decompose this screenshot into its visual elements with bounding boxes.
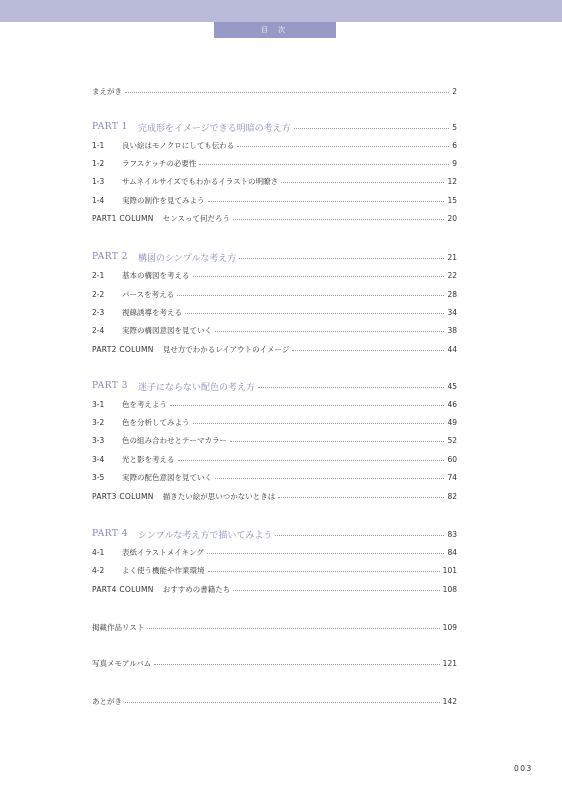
entry-title: 実際の配色意図を見ていく [122, 472, 212, 482]
entry-title: シンプルな考え方で描いてみよう [137, 530, 273, 541]
page-ref: 9 [452, 158, 457, 168]
dot-leader [233, 219, 444, 220]
entry-title: 見せ方でわかるレイアウトのイメージ [162, 344, 290, 354]
entry-title: 実際の制作を見てみよう [122, 195, 205, 205]
entry-title: 色の組み合わせとテーマカラー [122, 435, 227, 445]
dot-leader [147, 628, 439, 629]
toc-entry-part[interactable] [92, 250, 457, 264]
dot-leader [230, 441, 444, 442]
entry-title: 視線誘導を考える [122, 307, 182, 317]
entry-title: 良い絵はモノクロにしても伝わる [122, 140, 235, 150]
entry-title: 迷子にならない配色の考え方 [137, 382, 255, 393]
page-ref: 60 [447, 454, 457, 464]
page-ref: 2 [452, 86, 457, 96]
dot-leader [292, 350, 444, 351]
column-label: PART4 COLUMN [92, 584, 154, 594]
toc-entry-part[interactable] [92, 379, 457, 393]
dot-leader [278, 497, 444, 498]
dot-leader [154, 664, 439, 665]
page-number: 003 [514, 764, 533, 773]
section-number: 1-3 [92, 176, 105, 186]
toc-entry-column[interactable] [92, 489, 457, 503]
section-number: 1-1 [92, 140, 105, 150]
column-label: PART2 COLUMN [92, 344, 154, 354]
dot-leader [233, 590, 439, 591]
page-ref: 34 [447, 307, 457, 317]
entry-title: サムネイルサイズでもわかるイラストの明瞭さ [122, 176, 279, 186]
entry-title: パースを考える [122, 289, 175, 299]
dot-leader [281, 182, 444, 183]
section-number: 3-2 [92, 417, 105, 427]
section-number: 1-4 [92, 195, 105, 205]
entry-title: 実際の構図意図を見ていく [122, 325, 212, 335]
entry-title: 表紙イラストメイキング [122, 547, 204, 557]
section-number: 2-4 [92, 325, 105, 335]
toc-entry-item[interactable] [92, 268, 457, 282]
dot-leader [193, 276, 445, 277]
page-ref: 82 [447, 491, 457, 501]
entry-title: あとがき [92, 696, 122, 706]
part-number: PART 1 [92, 122, 128, 132]
section-number: 3-5 [92, 472, 105, 482]
dot-leader [193, 423, 445, 424]
page-ref: 28 [447, 289, 457, 299]
toc-entry-column[interactable] [92, 582, 457, 596]
entry-title: 色を考えよう [122, 399, 167, 409]
toc-entry-item[interactable] [92, 433, 457, 447]
page-ref: 15 [447, 195, 457, 205]
toc-entry-simple[interactable] [92, 620, 457, 634]
page-ref: 21 [447, 252, 457, 262]
part-number: PART 2 [92, 252, 128, 262]
toc-entry-item[interactable] [92, 470, 457, 484]
dot-leader [239, 258, 444, 259]
toc-entry-item[interactable] [92, 193, 457, 207]
dot-leader [215, 331, 444, 332]
page-ref: 12 [447, 176, 457, 186]
section-number: 3-3 [92, 435, 105, 445]
page-ref: 84 [447, 547, 457, 557]
page-ref: 101 [442, 565, 457, 575]
column-label: PART1 COLUMN [92, 213, 154, 223]
page-ref: 5 [452, 122, 457, 132]
page-ref: 46 [447, 399, 457, 409]
page-ref: 142 [442, 696, 457, 706]
page-ref: 74 [447, 472, 457, 482]
toc-entry-item[interactable] [92, 415, 457, 429]
dot-leader [208, 571, 440, 572]
toc-entry-item[interactable] [92, 174, 457, 188]
toc-entry-part[interactable] [92, 120, 457, 134]
toc-entry-item[interactable] [92, 156, 457, 170]
toc-entry-item[interactable] [92, 305, 457, 319]
toc-entry-simple[interactable] [92, 694, 457, 708]
toc-entry-simple[interactable] [92, 84, 457, 98]
entry-title: 写真メモアルバム [92, 658, 152, 668]
dot-leader [185, 313, 444, 314]
page-ref: 108 [442, 584, 457, 594]
entry-title: 色を分析してみよう [122, 417, 190, 427]
toc-entry-item[interactable] [92, 397, 457, 411]
section-number: 1-2 [92, 158, 105, 168]
toc-entry-item[interactable] [92, 287, 457, 301]
dot-leader [237, 146, 449, 147]
section-number: 3-1 [92, 399, 105, 409]
entry-title: 描きたい絵が思いつかないときは [162, 491, 276, 501]
toc-entry-column[interactable] [92, 211, 457, 225]
toc-entry-column[interactable] [92, 342, 457, 356]
entry-title: 完成形をイメージできる明暗の考え方 [137, 123, 291, 134]
page-ref: 45 [447, 381, 457, 391]
section-number: 2-1 [92, 270, 105, 280]
page-ref: 109 [442, 622, 457, 632]
dot-leader [275, 535, 444, 536]
section-number: 4-2 [92, 565, 105, 575]
entry-title: おすすめの書籍たち [162, 584, 231, 594]
toc-entry-item[interactable] [92, 138, 457, 152]
dot-leader [177, 295, 444, 296]
dot-leader [208, 201, 445, 202]
entry-title: まえがき [92, 86, 122, 96]
dot-leader [125, 702, 440, 703]
page-ref: 38 [447, 325, 457, 335]
entry-title: 基本の構図を考える [122, 270, 190, 280]
page-ref: 6 [452, 140, 457, 150]
toc-entry-part[interactable] [92, 527, 457, 541]
dot-leader [207, 553, 445, 554]
page-ref: 20 [447, 213, 457, 223]
entry-title: センスって何だろう [162, 213, 231, 223]
dot-leader [199, 164, 449, 165]
dot-leader [170, 405, 444, 406]
page-ref: 44 [447, 344, 457, 354]
section-number: 2-3 [92, 307, 105, 317]
page-ref: 83 [447, 529, 457, 539]
part-number: PART 3 [92, 381, 128, 391]
toc-entry-item[interactable] [92, 563, 457, 577]
page-ref: 121 [442, 658, 457, 668]
section-number: 2-2 [92, 289, 105, 299]
dot-leader [294, 128, 450, 129]
dot-leader [215, 478, 444, 479]
toc-heading: 目 次 [214, 22, 336, 38]
section-number: 4-1 [92, 547, 105, 557]
page-ref: 52 [447, 435, 457, 445]
entry-title: よく使う機能や作業環境 [122, 565, 205, 575]
toc-entry-simple[interactable] [92, 656, 457, 670]
toc-entry-item[interactable] [92, 323, 457, 337]
dot-leader [258, 387, 445, 388]
toc-entry-item[interactable] [92, 545, 457, 559]
page-ref: 22 [447, 270, 457, 280]
entry-title: 構図のシンプルな考え方 [137, 253, 237, 264]
dot-leader [125, 92, 449, 93]
dot-leader [178, 460, 445, 461]
entry-title: 光と影を考える [122, 454, 175, 464]
page-ref: 49 [447, 417, 457, 427]
entry-title: ラフスケッチの必要性 [122, 158, 197, 168]
column-label: PART3 COLUMN [92, 491, 154, 501]
section-number: 3-4 [92, 454, 105, 464]
toc-entry-item[interactable] [92, 452, 457, 466]
part-number: PART 4 [92, 529, 128, 539]
entry-title: 掲載作品リスト [92, 622, 145, 632]
